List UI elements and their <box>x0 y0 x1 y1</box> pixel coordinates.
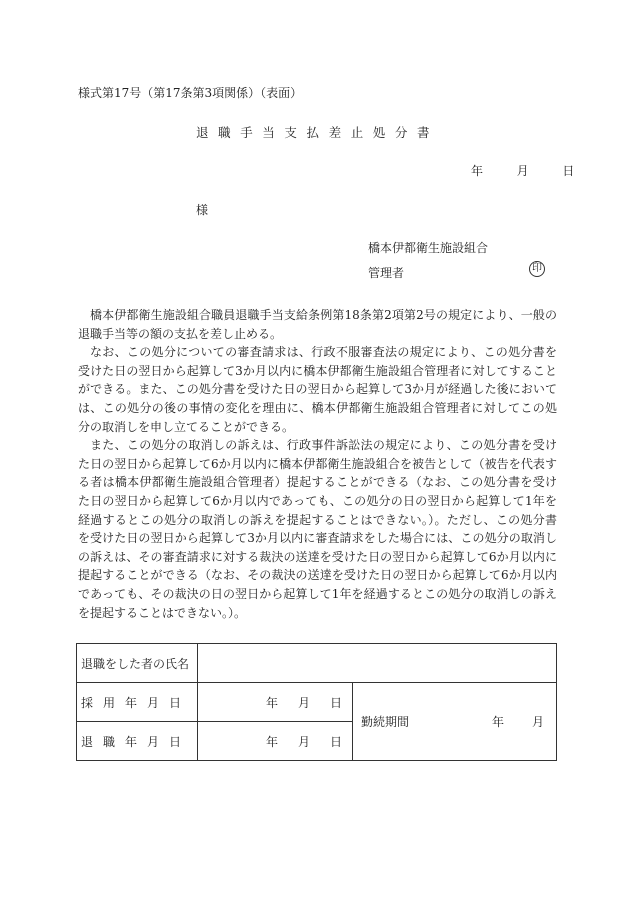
service-month: 月 <box>531 715 544 729</box>
paragraph-order: 橋本伊都衛生施設組合職員退職手当支給条例第18条第2項第2号の規定により、一般の退職手当等の額の支払を差し止める。 <box>78 308 557 341</box>
paragraph-appeal: なお、この処分についての審査請求は、行政不服審査法の規定により、この処分書を受けた日の翌日から起算して3か月以内に橋本伊都衛生施設組合管理者に対してすることができる。また、この処分書を受けた日の翌日から起算して3か月が経過した後においては、この処分の後の事情の変化を理由に、橋本伊都衛生施設組合管理者に対してこの処分の取消しを申し立てることができる。 <box>78 345 557 434</box>
retire-date-label: 退職年月日 <box>77 722 198 761</box>
issue-date <box>471 162 574 179</box>
seal-mark: 印 <box>529 261 545 277</box>
issuer-organization: 橋本伊都衛生施設組合 <box>368 241 489 255</box>
retire-day: 日 <box>329 734 342 749</box>
date-month: 月 <box>516 164 529 178</box>
name-label: 退職をした者の氏名 <box>77 644 198 683</box>
hire-date-value <box>198 683 353 722</box>
issuer-manager: 管理者 <box>368 266 405 280</box>
hire-day: 日 <box>329 695 342 710</box>
name-value <box>198 644 557 683</box>
hire-month: 月 <box>297 695 310 710</box>
table-row <box>77 644 557 683</box>
document-title: 退職手当支払差止処分書 <box>196 125 440 140</box>
retiree-info-table <box>76 643 557 761</box>
service-label: 勤続期間 <box>361 715 410 729</box>
retire-date-value <box>198 722 353 761</box>
service-year: 年 <box>491 715 504 729</box>
addressee-honorific: 様 <box>196 203 209 217</box>
form-code: 様式第17号（第17条第3項関係）（表面） <box>78 86 303 100</box>
table-row <box>77 683 557 722</box>
hire-date-label: 採用年月日 <box>77 683 198 722</box>
body-text <box>78 306 557 622</box>
retire-month: 月 <box>297 734 310 749</box>
hire-year: 年 <box>265 695 278 710</box>
service-period <box>353 683 557 761</box>
paragraph-lawsuit: また、この処分の取消しの訴えは、行政事件訴訟法の規定により、この処分書を受けた日の翌日から起算して6か月以内に橋本伊都衛生施設組合を被告として（被告を代表する者は橋本伊都衛生施設組合管理者）提起することができる（なお、この処分書を受けた日の翌日から起算して6か月以内であっても、この処分の日の翌日から起算して1年を経過するとこの処分の取消しの訴えを提起することはできない。）。ただし、この処分書を受けた日の翌日から起算して3か月以内に審査請求をした場合には、この処分の取消しの訴えは、その審査請求に対する裁決の送達を受けた日の翌日から起算して6か月以内に提起することができる（なお、その裁決の送達を受けた日の翌日から起算して6か月以内であっても、その裁決の日の翌日から起算して1年を経過するとこの処分の取消しの訴えを提起することはできない。）。 <box>78 438 557 620</box>
date-year: 年 <box>471 164 484 178</box>
date-day: 日 <box>562 164 575 178</box>
retire-year: 年 <box>265 734 278 749</box>
